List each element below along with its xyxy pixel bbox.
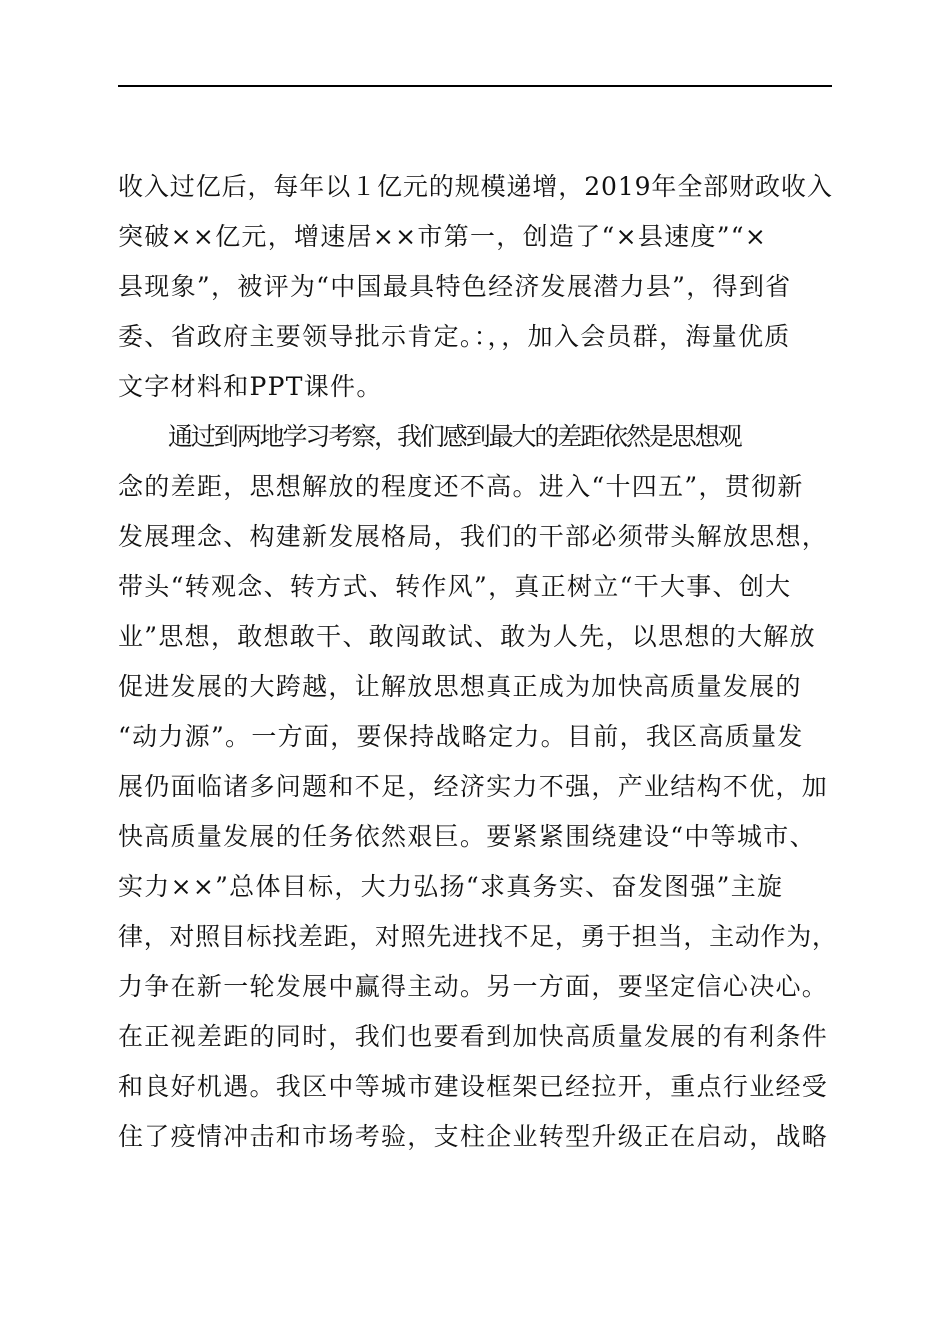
text-line: 带头“转观念、转方式、转作风”，真正树立“干大事、创大 [118,572,792,601]
text-line: 收入过亿后，每年以１亿元的规模递增，2019年全部财政收入 [118,172,833,201]
text-line: 县现象”，被评为“中国最具特色经济发展潜力县”，得到省 [118,272,792,301]
text-line: 住了疫情冲击和市场考验，支柱企业转型升级正在启动，战略 [118,1122,829,1151]
text-line: 和良好机遇。我区中等城市建设框架已经拉开，重点行业经受 [118,1072,829,1101]
text-line: 促进发展的大跨越，让解放思想真正成为加快高质量发展的 [118,672,802,701]
header-rule [118,85,832,87]
text-line: 律，对照目标找差距，对照先进找不足，勇于担当，主动作为， [118,922,838,951]
text-line: 突破××亿元，增速居××市第一，创造了“×县速度”“× [118,222,768,251]
text-line: 力争在新一轮发展中赢得主动。另一方面，要坚定信心决心。 [118,972,829,1001]
text-line: “动力源”。一方面，要保持战略定力。目前，我区高质量发 [118,722,804,751]
text-line: 文字材料和PPT课件。 [118,372,383,401]
text-line: 委、省政府主要领导批示肯定。：，，加入会员群，海量优质 [118,322,791,351]
text-line: 实力××”总体目标，大力弘扬“求真务实、奋发图强”主旋 [118,872,784,901]
text-line: 展仍面临诸多问题和不足，经济实力不强，产业结构不优，加 [118,772,829,801]
paragraph-first-line: 通过到两地学习考察，我们感到最大的差距依然是思想观 [168,422,741,451]
text-line: 念的差距，思想解放的程度还不高。进入“十四五”，贯彻新 [118,472,804,501]
text-line: 快高质量发展的任务依然艰巨。要紧紧围绕建设“中等城市、 [118,822,816,851]
document-body [118,162,838,1162]
text-line: 在正视差距的同时，我们也要看到加快高质量发展的有利条件 [118,1022,829,1051]
text-line: 业”思想，敢想敢干、敢闯敢试、敢为人先，以思想的大解放 [118,622,816,651]
text-line: 发展理念、构建新发展格局，我们的干部必须带头解放思想， [118,522,829,551]
